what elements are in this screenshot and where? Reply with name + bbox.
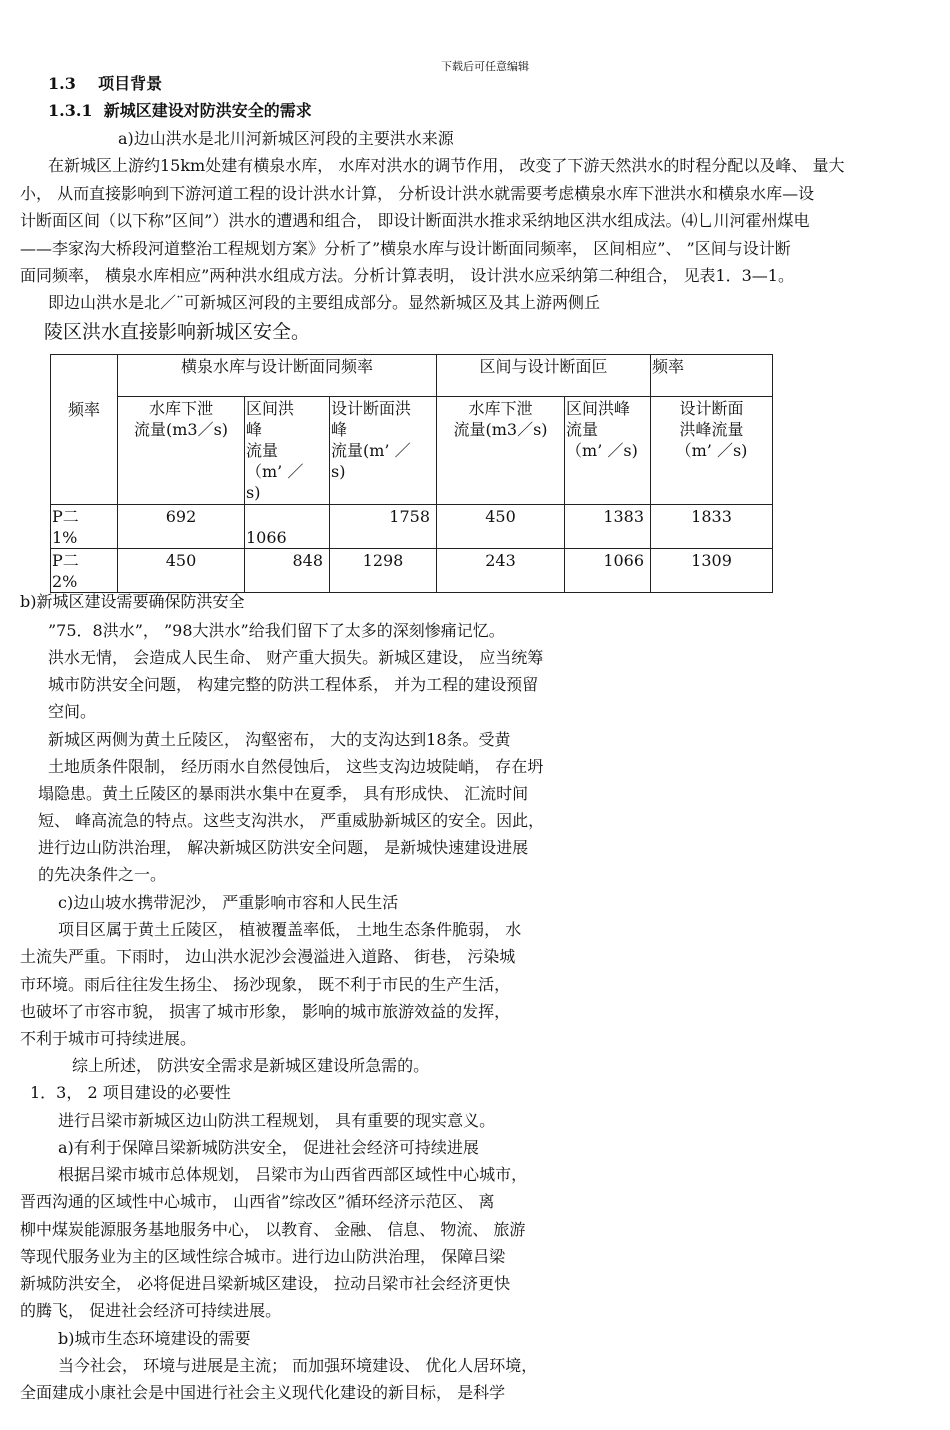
col-header-reservoir-discharge-2: 水库下泄 流量(m3／s) [437, 397, 565, 505]
cell-value: 848 [245, 549, 330, 593]
cell-value: 692 [118, 505, 245, 549]
row-freq: P二 1% [51, 505, 118, 549]
col-header-interval-peak-2: 区间洪峰 流量 （m’ ／s) [565, 397, 651, 505]
row-freq: P二 2% [51, 549, 118, 593]
item-b-line: 全面建成小康社会是中国进行社会主义现代化建设的新目标， 是科学 [20, 1383, 506, 1402]
item-a-line: 根据吕梁市城市总体规划， 吕梁市为山西省西部区域性中心城市， [58, 1165, 528, 1184]
para-a-line: 面同频率， 横泉水库相应”两种洪水组成方法。分析计算表明， 设计洪水应采纳第二种组合， 见表1．3—1。 [20, 266, 794, 285]
table-row [51, 549, 773, 593]
para-c-summary: 综上所述， 防洪安全需求是新城区建设所急需的。 [72, 1056, 430, 1075]
col-header-design-peak-2: 设计断面 洪峰流量 （m’ ／s) [651, 397, 773, 505]
section-1-3-1-title: 新城区建设对防洪安全的需求 [103, 101, 312, 120]
item-a-line: 新城防洪安全， 必将促进吕梁新城区建设， 拉动吕梁市社会经济更快 [20, 1274, 511, 1293]
cell-value: 1833 [651, 505, 773, 549]
group2-header: 区间与设计断面叵 [437, 355, 651, 397]
flood-composition-table [50, 354, 773, 593]
cell-value: 1383 [565, 505, 651, 549]
section-1-3-2-heading: 1．3， 2 项目建设的必要性 [30, 1083, 231, 1102]
col-header-interval-peak: 区间洪 峰 流量 （m’ ／ s) [245, 397, 330, 505]
item-a-line: 晋西沟通的区域性中心城市， 山西省”综改区”循环经济示范区、 离 [20, 1192, 495, 1211]
cell-value: 1309 [651, 549, 773, 593]
para-b-line: 进行边山防洪治理， 解决新城区防洪安全问题， 是新城快速建设进展 [38, 838, 529, 857]
item-a-line: 柳中煤炭能源服务基地服务中心， 以教育、 金融、 信息、 物流、 旅游 [20, 1220, 526, 1239]
cell-value: 1066 [245, 505, 330, 549]
section-1-3-heading [48, 74, 162, 94]
item-a-line: 等现代服务业为主的区域性综合城市。进行边山防洪治理， 保障吕梁 [20, 1247, 506, 1266]
group2-header-tail: 频率 [651, 355, 773, 397]
para-c-line: 不利于城市可持续进展。 [20, 1029, 197, 1048]
para-c-line: 市环境。雨后往往发生扬尘、 扬沙现象， 既不利于市民的生产生活， [20, 975, 511, 994]
para-a-line: ——李家沟大桥段河道整治工程规划方案》分析了”横泉水库与设计断面同频率， 区间相应”、 ”区间与设计断 [20, 239, 791, 258]
cell-value: 450 [437, 505, 565, 549]
table-row [51, 505, 773, 549]
table-column-header-row [51, 397, 773, 505]
para-a-line: 即边山洪水是北／¨可新城区河段的主要组成部分。显然新城区及其上游两侧丘 [48, 293, 601, 312]
para-c-heading: c)边山坡水携带泥沙， 严重影响市容和人民生活 [58, 893, 399, 912]
item-a-heading: a)有利于保障吕梁新城防洪安全， 促进社会经济可持续进展 [58, 1138, 479, 1157]
cell-value: 1066 [565, 549, 651, 593]
para-b-line: 短、 峰高流急的特点。这些支沟洪水， 严重威胁新城区的安全。因此， [38, 811, 545, 830]
para-c-line: 土流失严重。下雨时， 边山洪水泥沙会漫溢进入道路、 街巷， 污染城 [20, 947, 516, 966]
para-a-line: 计断面区间（以下称”区间”）洪水的遭遇和组合， 即设计断面洪水推求采纳地区洪水组成法。⑷乚川河霍州煤电 [20, 211, 810, 230]
item-a-line: 的腾飞， 促进社会经济可持续进展。 [20, 1301, 282, 1320]
para-a-heading: a)边山洪水是北川河新城区河段的主要洪水来源 [118, 129, 454, 148]
para-b-line: 新城区两侧为黄土丘陵区， 沟壑密布， 大的支沟达到18条。受黄 [48, 730, 511, 749]
section-1-3-2-intro: 进行吕梁市新城区边山防洪工程规划， 具有重要的现实意义。 [58, 1111, 496, 1130]
table-group-header-row [51, 355, 773, 397]
para-c-line: 也破坏了市容市貌， 损害了城市形象， 影响的城市旅游效益的发挥， [20, 1002, 511, 1021]
col-header-reservoir-discharge: 水库下泄 流量(m3／s) [118, 397, 245, 505]
cell-value: 1758 [330, 505, 437, 549]
para-b-line: 的先决条件之一。 [38, 865, 167, 884]
para-a-line: 在新城区上游约15km处建有横泉水库， 水库对洪水的调节作用， 改变了下游天然洪水的时程分配以及峰、 量大 [48, 156, 845, 175]
section-1-3-number: 1.3 [48, 74, 76, 93]
freq-header: 频率 [51, 355, 118, 505]
para-c-line: 项目区属于黄土丘陵区， 植被覆盖率低， 土地生态条件脆弱， 水 [58, 920, 522, 939]
item-b-heading: b)城市生态环境建设的需要 [58, 1329, 251, 1348]
para-b-line: 土地质条件限制， 经历雨水自然侵蚀后， 这些支沟边坡陡峭， 存在坍 [48, 757, 544, 776]
para-b-line: ”75．8洪水”， ”98大洪水”给我们留下了太多的深刻惨痛记忆。 [48, 621, 505, 640]
item-b-line: 当今社会， 环境与进展是主流； 而加强环境建设、 优化人居环境， [58, 1356, 538, 1375]
para-b-heading: b)新城区建设需要确保防洪安全 [20, 592, 245, 611]
section-1-3-1-number: 1.3.1 [48, 101, 93, 120]
cell-value: 1298 [330, 549, 437, 593]
para-b-line: 塌隐患。黄土丘陵区的暴雨洪水集中在夏季， 具有形成快、 汇流时间 [38, 784, 529, 803]
para-b-line: 洪水无情， 会造成人民生命、 财产重大损失。新城区建设， 应当统筹 [48, 648, 544, 667]
para-a-line: 小， 从而直接影响到下游河道工程的设计洪水计算， 分析设计洪水就需要考虑横泉水库下泄洪水和横泉水库—设 [20, 184, 815, 203]
col-header-design-peak: 设计断面洪 峰 流量(m’ ／ s) [330, 397, 437, 505]
cell-value: 450 [118, 549, 245, 593]
cell-value: 243 [437, 549, 565, 593]
para-b-line: 城市防洪安全问题， 构建完整的防洪工程体系， 并为工程的建设预留 [48, 675, 539, 694]
group1-header: 横泉水库与设计断面同频率 [118, 355, 437, 397]
section-1-3-title: 项目背景 [98, 74, 163, 93]
para-b-line: 空间。 [48, 702, 97, 721]
section-1-3-1-heading [48, 101, 312, 121]
download-note: 下载后可任意编辑 [441, 60, 529, 73]
para-a-last-line: 陵区洪水直接影响新城区安全。 [44, 321, 311, 343]
